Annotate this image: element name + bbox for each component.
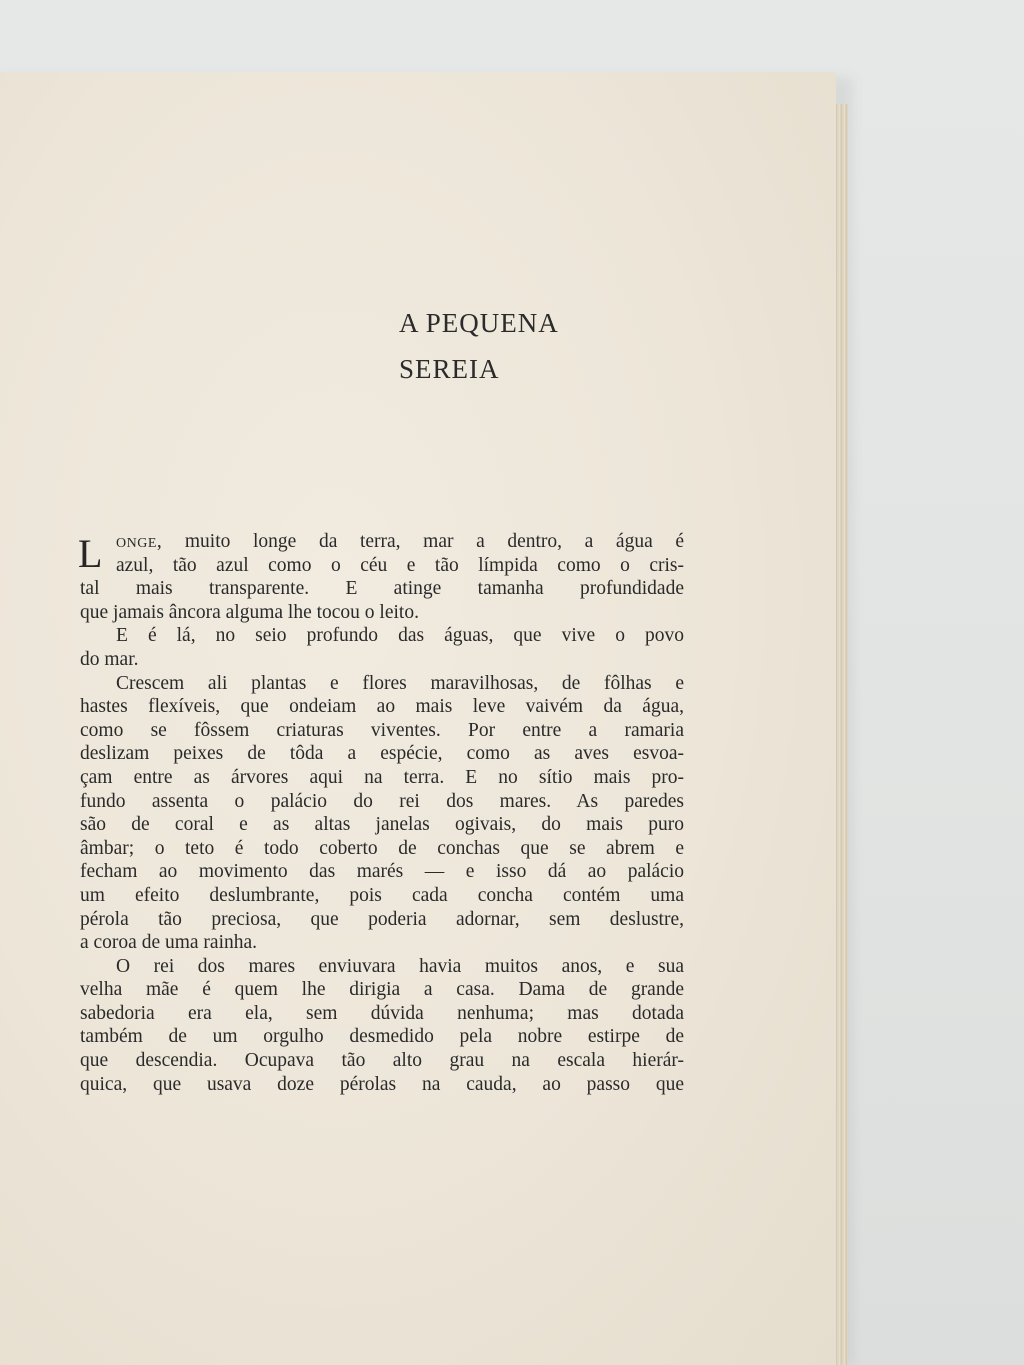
text-line: hastes flexíveis, que ondeiam ao mais leve vaivém da água, — [80, 696, 684, 718]
text-line: também de um orgulho desmedido pela nobre estirpe de — [80, 1026, 684, 1048]
text-line: O rei dos mares enviuvara havia muitos anos, e sua — [116, 955, 684, 977]
first-word-smallcaps: onge, — [116, 531, 163, 552]
text-line: a coroa de uma rainha. — [80, 932, 258, 954]
chapter-title-line-2: SEREIA — [399, 354, 500, 384]
paragraph — [80, 672, 684, 955]
text-line: deslizam peixes de tôda a espécie, como as aves esvoa- — [80, 743, 684, 765]
text-line: pérola tão preciosa, que poderia adornar, sem deslustre, — [80, 908, 684, 930]
text-line: tal mais transparente. E atinge tamanha profundidade — [80, 578, 684, 600]
text-line: do mar. — [80, 648, 139, 670]
text-line: fundo assenta o palácio do rei dos mares. As paredes — [80, 790, 684, 812]
body-text — [80, 530, 684, 1096]
paragraph — [80, 530, 684, 624]
text-line: velha mãe é quem lhe dirigia a casa. Dama de grande — [80, 979, 684, 1001]
text-line: âmbar; o teto é todo coberto de conchas que se abrem e — [80, 837, 684, 859]
text-line: sabedoria era ela, sem dúvida nenhuma; mas dotada — [80, 1002, 684, 1024]
text-line: E é lá, no seio profundo das águas, que vive o povo — [116, 625, 684, 647]
text-line: Crescem ali plantas e flores maravilhosas, de fôlhas e — [116, 672, 684, 694]
paragraph — [80, 624, 684, 671]
text-line: azul, tão azul como o céu e tão límpida como o cris- — [116, 554, 684, 576]
drop-cap: L — [78, 531, 103, 576]
text-line: que descendia. Ocupava tão alto grau na escala hierár- — [80, 1050, 684, 1072]
first-line-content — [80, 531, 684, 552]
text-line: são de coral e as altas janelas ogivais, do mais puro — [80, 814, 684, 836]
chapter-title-line-1: A PEQUENA — [399, 308, 559, 338]
first-line-text: muito longe da terra, mar a dentro, a água é — [184, 531, 685, 552]
text-line: que jamais âncora alguma lhe tocou o leito. — [80, 601, 419, 623]
text-line: quica, que usava doze pérolas na cauda, ao passo que — [80, 1073, 684, 1095]
text-line: çam entre as árvores aqui na terra. E no sítio mais pro- — [80, 766, 684, 788]
text-line: fecham ao movimento das marés — e isso dá ao palácio — [80, 861, 684, 883]
paragraph — [80, 955, 684, 1097]
text-line: um efeito deslumbrante, pois cada concha contém uma — [80, 884, 684, 906]
chapter-title — [399, 300, 559, 392]
text-line: como se fôssem criaturas viventes. Por entre a ramaria — [80, 719, 684, 741]
